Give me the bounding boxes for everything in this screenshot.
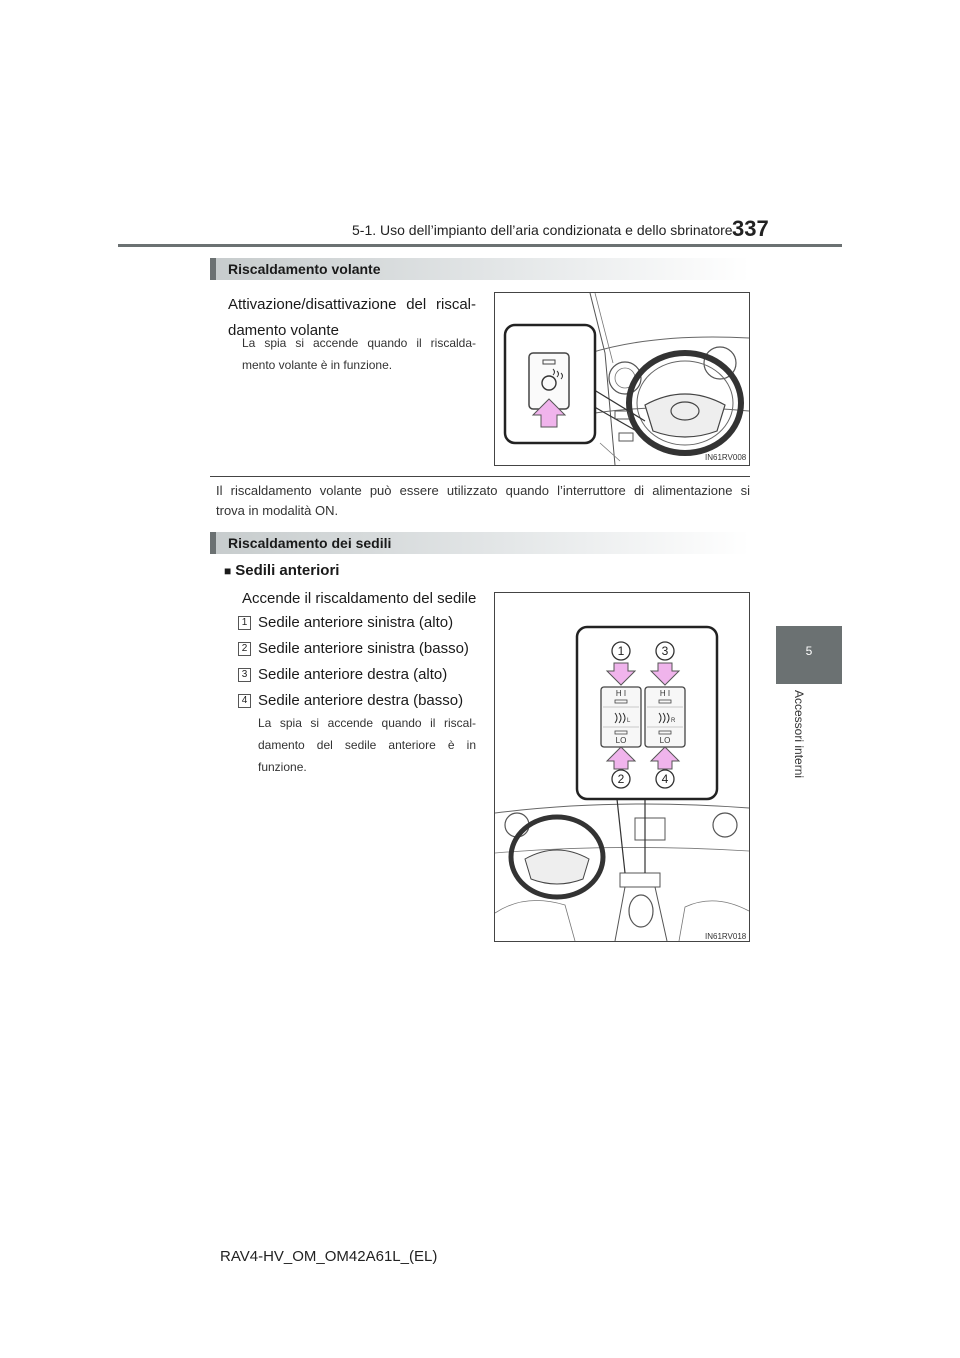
- section-header-seat-heater: Riscaldamento dei sedili: [210, 532, 750, 554]
- callout-3: 3: [661, 644, 669, 658]
- seat-heater-figure: [494, 592, 750, 942]
- item-label: Sedile anteriore destra (basso): [258, 692, 464, 709]
- seat-heater-figure-id-text: IN61RV018: [705, 932, 747, 941]
- steering-heater-note-line2: mento volante è in funzione.: [242, 358, 393, 372]
- item-number: 3: [238, 668, 251, 682]
- steering-heater-illustration: [495, 293, 749, 465]
- seat-heater-note-line2: damento del sedile anteriore è in: [258, 738, 476, 752]
- divider: [210, 476, 750, 477]
- seat-heater-note-line3: funzione.: [258, 760, 307, 774]
- front-seats-subheading-text: Sedili anteriori: [235, 562, 340, 579]
- callout-4: 4: [661, 772, 669, 786]
- item-label: Sedile anteriore sinistra (alto): [258, 614, 454, 631]
- seat-heater-figure-id: [705, 926, 746, 942]
- chapter-tab-number: 5: [805, 644, 813, 658]
- steering-heater-info-line2: trova in modalità ON.: [216, 503, 339, 518]
- header-rule: [118, 244, 842, 247]
- chapter-tab-label: Accessori interni: [792, 690, 806, 779]
- seat-heater-intro: Accende il riscaldamento del sedile: [242, 590, 477, 607]
- right-switch-lo-label: LO: [659, 736, 671, 745]
- left-switch-hi-label: H I: [615, 689, 627, 698]
- item-label: Sedile anteriore destra (alto): [258, 666, 448, 683]
- steering-heater-info-line1: Il riscaldamento volante può essere utilizzato quando l’interruttore di alimentazione si: [216, 483, 750, 498]
- item-number: 2: [238, 642, 251, 656]
- right-seat-mark: R: [671, 718, 676, 724]
- left-switch-lo-label: LO: [615, 736, 627, 745]
- left-seat-mark: L: [627, 718, 631, 724]
- document-code: RAV4-HV_OM_OM42A61L_(EL): [220, 1248, 438, 1265]
- steering-heater-figure: [494, 292, 750, 466]
- bullet-square: ■: [224, 564, 232, 578]
- front-seats-subheading: [224, 560, 339, 582]
- item-number: 1: [238, 616, 251, 630]
- section-header-steering-heater: Riscaldamento volante: [210, 258, 750, 280]
- chapter-title: 5-1. Uso dell’impianto dell’aria condizionata e dello sbrinatore: [352, 222, 733, 238]
- steering-heater-note-line1: La spia si accende quando il riscalda-: [242, 336, 476, 350]
- callout-2: 2: [617, 772, 625, 786]
- item-label: Sedile anteriore sinistra (basso): [258, 640, 469, 657]
- callout-1: 1: [617, 644, 625, 658]
- seat-heater-note-line1: La spia si accende quando il riscal-: [258, 716, 476, 730]
- steering-heater-figure-id: IN61RV008: [705, 453, 747, 462]
- page-number: 337: [732, 216, 769, 241]
- right-switch-hi-label: H I: [659, 689, 671, 698]
- steering-heater-instruction-line1: Attivazione/disattivazione del riscal-: [228, 296, 476, 313]
- item-number: 4: [238, 694, 251, 708]
- steering-heater-instruction-line2: damento volante: [228, 322, 339, 339]
